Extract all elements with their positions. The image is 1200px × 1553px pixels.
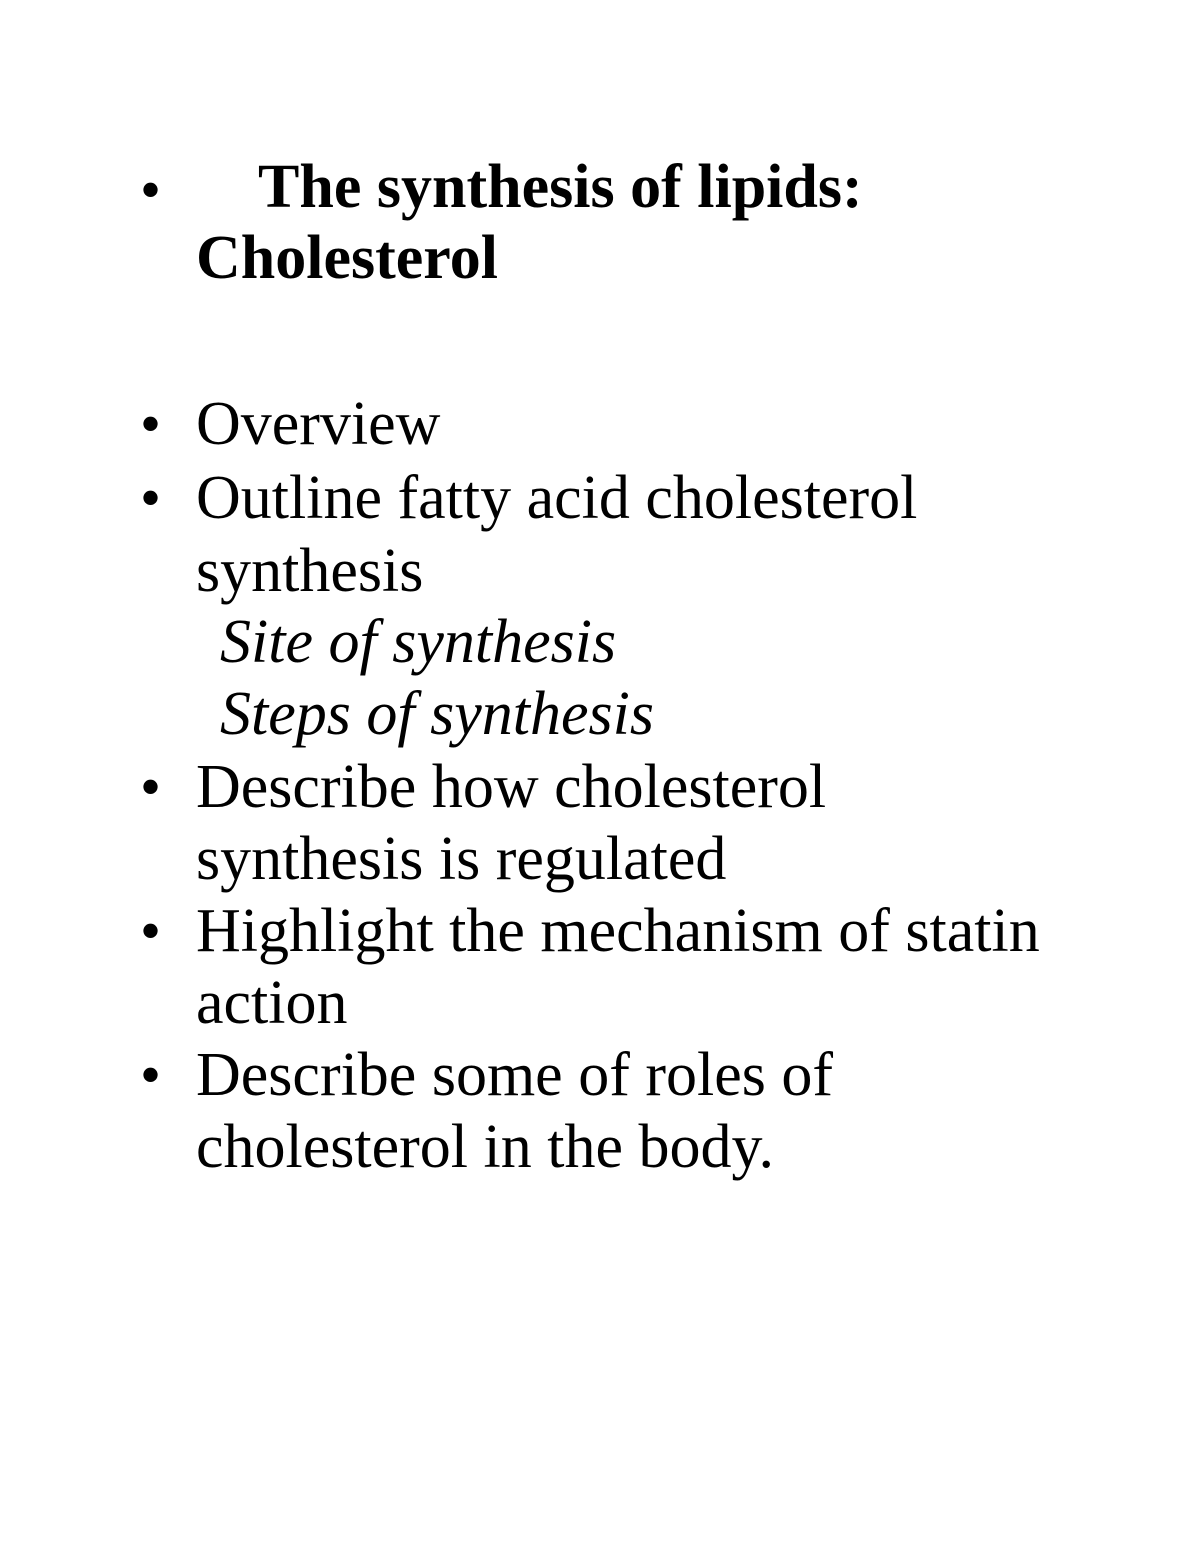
item-statin-line-2: action bbox=[196, 969, 348, 1037]
item-outline-line-1: Outline fatty acid cholesterol bbox=[196, 464, 918, 532]
subitem-steps-of-synthesis: Steps of synthesis bbox=[220, 680, 654, 748]
bullet-icon: • bbox=[140, 157, 162, 223]
item-regulation-line-1: Describe how cholesterol bbox=[196, 753, 827, 821]
bullet-icon: • bbox=[140, 391, 162, 457]
bullet-icon: • bbox=[140, 1042, 162, 1108]
bullet-icon: • bbox=[140, 465, 162, 531]
bullet-icon: • bbox=[140, 898, 162, 964]
item-outline-line-2: synthesis bbox=[196, 537, 424, 605]
bullet-icon: • bbox=[140, 754, 162, 820]
item-overview: Overview bbox=[196, 390, 441, 458]
item-roles-line-2: cholesterol in the body. bbox=[196, 1113, 774, 1181]
item-regulation-line-2: synthesis is regulated bbox=[196, 825, 727, 893]
subitem-site-of-synthesis: Site of synthesis bbox=[220, 608, 617, 676]
item-roles-line-1: Describe some of roles of bbox=[196, 1041, 834, 1109]
title-line-2: Cholesterol bbox=[196, 224, 498, 292]
item-statin-line-1: Highlight the mechanism of statin bbox=[196, 897, 1040, 965]
title-line-1: The synthesis of lipids: bbox=[258, 153, 863, 221]
